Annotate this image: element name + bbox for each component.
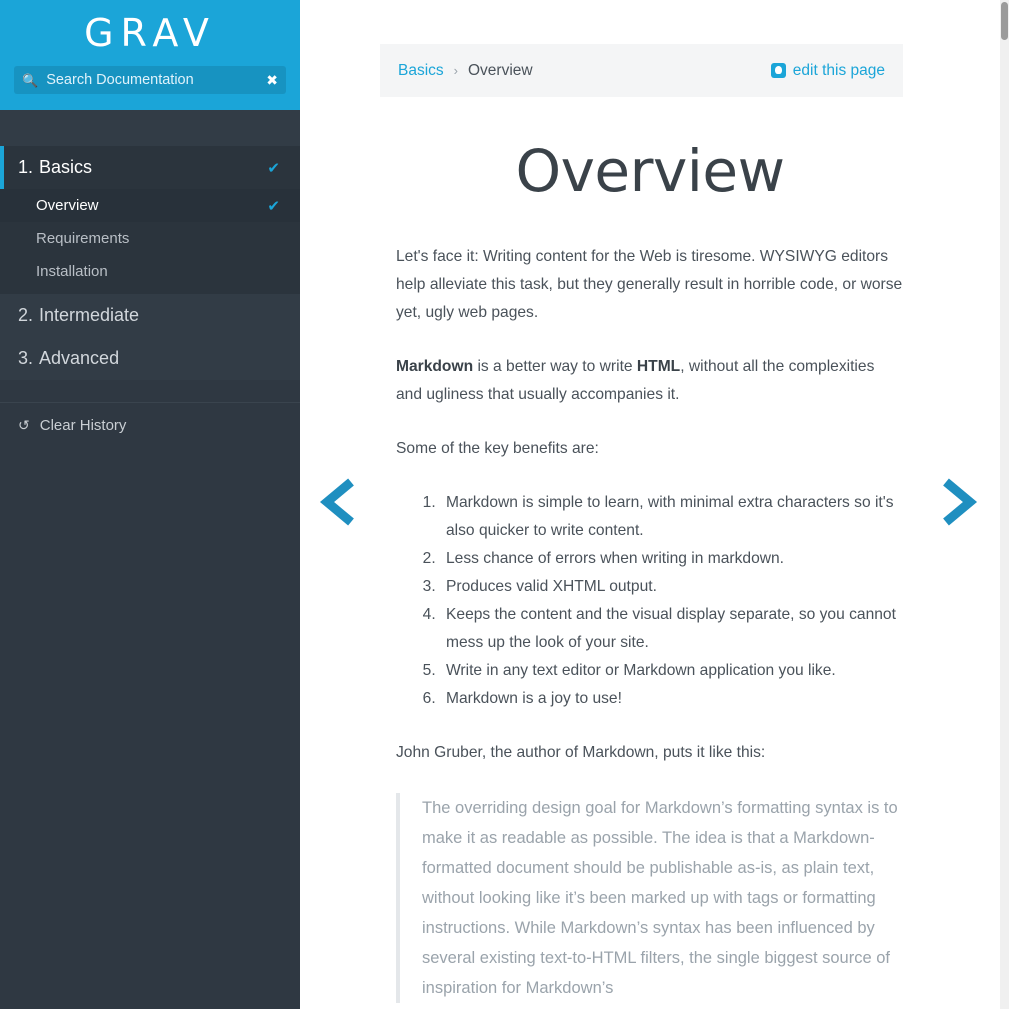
list-item: 1. Markdown is simple to learn, with minimal extra characters so it's also quicker to write content.	[440, 489, 903, 545]
breadcrumb-link-basics[interactable]: Basics	[398, 61, 444, 79]
paragraph-benefits-lead: Some of the key benefits are:	[396, 440, 599, 457]
github-icon	[771, 63, 786, 78]
main-content	[300, 0, 1000, 1009]
search-icon: 🔍	[22, 72, 39, 88]
list-item: 5. Write in any text editor or Markdown application you like.	[440, 657, 903, 685]
gruber-quote: The overriding design goal for Markdown’s formatting syntax is to make it as readable as possible. The idea is that a Markdown-formatted document should be publishable as-is, as plain text, without looking like it’s been marked up with tags or formatting instructions. While Markdown’s syntax has been influenced by several existing text-to-HTML filters, the single biggest source of inspiration for Markdown’s	[396, 793, 903, 1003]
paragraph-markdown	[396, 353, 903, 409]
edit-this-page-label: edit this page	[792, 61, 885, 79]
page-scrollbar[interactable]	[1000, 0, 1009, 1009]
sidebar	[0, 0, 300, 1009]
sidebar-spacer	[0, 380, 300, 402]
sidebar-item-intermediate[interactable]	[0, 294, 300, 337]
paragraph-markdown-end: , without all the complexities and ugliness that usually accompanies it.	[396, 358, 875, 403]
benefits-list	[440, 489, 903, 713]
sidebar-nav	[0, 146, 300, 380]
list-item: 3. Produces valid XHTML output.	[440, 573, 903, 601]
list-item: 4. Keeps the content and the visual display separate, so you cannot mess up the look of your site.	[440, 601, 903, 657]
sidebar-subnav-basics	[0, 189, 300, 294]
clear-search-icon[interactable]: ✖	[266, 72, 278, 88]
sidebar-item-installation[interactable]	[0, 255, 300, 288]
breadcrumb	[380, 44, 903, 97]
sidebar-nav-gap	[0, 110, 300, 146]
check-icon: ✔	[267, 159, 280, 177]
article-body	[396, 243, 903, 1003]
sidebar-item-overview[interactable]	[0, 189, 300, 222]
page-title: Overview	[515, 137, 785, 205]
sidebar-item-overview-label: Overview	[36, 197, 99, 214]
sidebar-item-requirements-label: Requirements	[36, 230, 130, 247]
next-page-arrow[interactable]	[938, 478, 984, 526]
sidebar-item-advanced-number: 3.	[18, 348, 34, 368]
list-item: 2. Less chance of errors when writing in markdown.	[440, 545, 903, 573]
grav-logo: GRAV	[84, 11, 216, 55]
term-markdown: Markdown	[396, 358, 474, 375]
clear-history-button[interactable]	[0, 403, 300, 448]
paragraph-markdown-mid: is a better way to write	[473, 358, 637, 375]
search-box[interactable]	[14, 66, 286, 94]
paragraph-intro: Let's face it: Writing content for the Web is tiresome. WYSIWYG editors help alleviate this task, but they generally result in horrible code, or worse yet, ugly web pages.	[396, 248, 903, 321]
history-icon: ↺	[18, 417, 30, 433]
search-input[interactable]	[46, 72, 266, 88]
check-icon: ✔	[267, 198, 280, 215]
sidebar-item-basics[interactable]	[0, 146, 300, 189]
sidebar-item-requirements[interactable]	[0, 222, 300, 255]
paragraph-gruber: John Gruber, the author of Markdown, puts it like this:	[396, 744, 766, 761]
breadcrumb-current: Overview	[468, 61, 533, 79]
sidebar-item-intermediate-number: 2.	[18, 305, 34, 325]
sidebar-header	[0, 0, 300, 110]
edit-this-page-link[interactable]	[771, 62, 885, 80]
scrollbar-thumb[interactable]	[1001, 2, 1008, 40]
term-html: HTML	[636, 358, 681, 375]
sidebar-item-intermediate-label: Intermediate	[39, 305, 140, 325]
sidebar-item-advanced-label: Advanced	[39, 348, 120, 368]
list-item: 6. Markdown is a joy to use!	[440, 685, 903, 713]
sidebar-item-basics-label: Basics	[39, 157, 93, 177]
sidebar-item-basics-number: 1.	[18, 157, 34, 177]
breadcrumb-separator-icon: ›	[453, 63, 458, 78]
previous-page-arrow[interactable]	[313, 478, 359, 526]
breadcrumb-trail	[398, 62, 533, 80]
clear-history-label: Clear History	[39, 417, 127, 434]
sidebar-item-advanced[interactable]	[0, 337, 300, 380]
sidebar-item-installation-label: Installation	[36, 263, 108, 280]
